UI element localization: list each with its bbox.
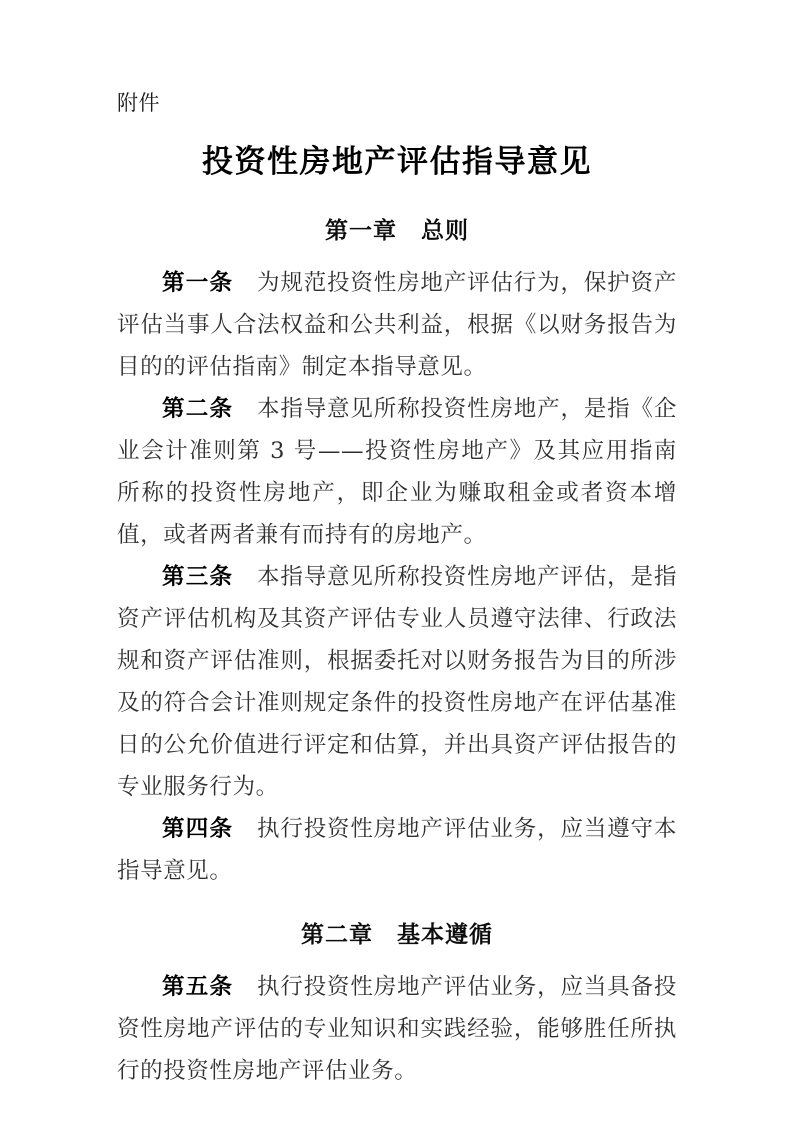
chapter-heading-2: 第二章 基本遵循 bbox=[301, 922, 493, 948]
article-1-separator bbox=[233, 270, 257, 296]
article-2-body: 本指导意见所称投资性房地产，是指《企业会计准则第 3 号——投资性房地产》及其应用指南所称的投资性房地产，即企业为赚取租金或者资本增值，或者两者兼有而持有的房地产。 bbox=[117, 396, 677, 548]
attachment-label: 附件 bbox=[117, 91, 160, 115]
article-5-label: 第五条 bbox=[162, 974, 234, 1000]
page-title: 投资性房地产评估指导意见 bbox=[202, 144, 592, 180]
article-5-separator bbox=[233, 974, 257, 1000]
article-4-separator bbox=[233, 816, 257, 842]
article-5 bbox=[117, 966, 677, 1092]
article-2 bbox=[117, 388, 677, 556]
article-1 bbox=[117, 262, 677, 388]
article-3-body: 本指导意见所称投资性房地产评估，是指资产评估机构及其资产评估专业人员遵守法律、行政法规和资产评估准则，根据委托对以财务报告为目的所涉及的符合会计准则规定条件的投资性房地产在评估基准日的公允价值进行评定和估算，并出具资产评估报告的专业服务行为。 bbox=[117, 564, 677, 800]
article-5-body: 执行投资性房地产评估业务，应当具备投资性房地产评估的专业知识和实践经验，能够胜任所执行的投资性房地产评估业务。 bbox=[117, 974, 677, 1084]
article-4-label: 第四条 bbox=[162, 816, 234, 842]
article-4-body: 执行投资性房地产评估业务，应当遵守本指导意见。 bbox=[117, 816, 677, 884]
article-1-body: 为规范投资性房地产评估行为，保护资产评估当事人合法权益和公共利益，根据《以财务报告为目的的评估指南》制定本指导意见。 bbox=[117, 270, 677, 380]
article-2-label: 第二条 bbox=[162, 396, 234, 422]
article-3 bbox=[117, 556, 677, 808]
article-3-label: 第三条 bbox=[162, 564, 234, 590]
article-4 bbox=[117, 808, 677, 892]
article-2-separator bbox=[233, 396, 257, 422]
article-1-label: 第一条 bbox=[162, 270, 234, 296]
chapter-heading-1: 第一章 总则 bbox=[325, 218, 469, 244]
document-content bbox=[117, 88, 677, 1092]
article-3-separator bbox=[233, 564, 257, 590]
